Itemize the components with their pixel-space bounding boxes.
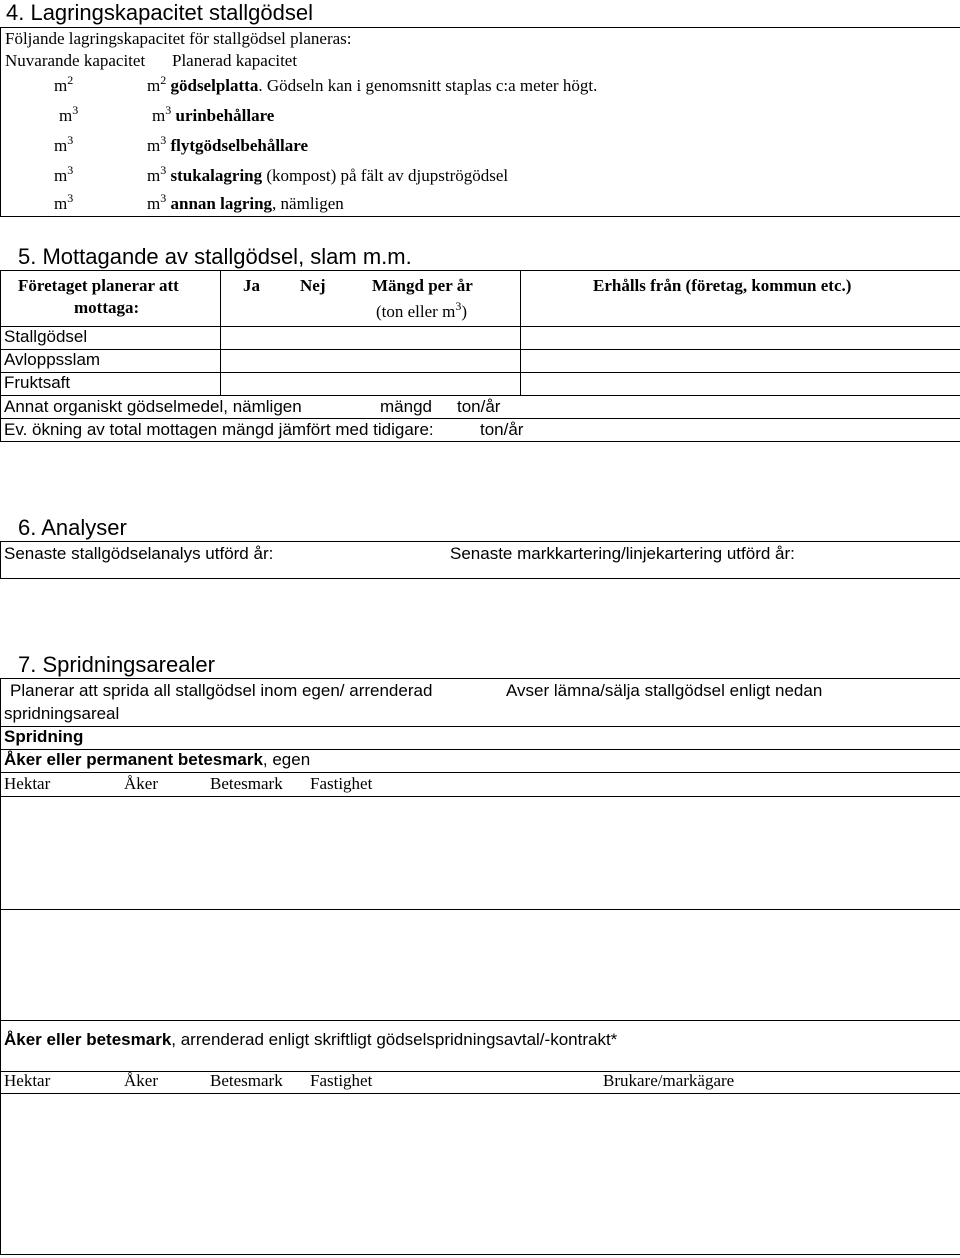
section-5-title: 5. Mottagande av stallgödsel, slam m.m.: [18, 244, 412, 269]
section-4-intro: Följande lagringskapacitet för stallgödsel planeras:: [5, 29, 352, 48]
storage-label: gödselplatta: [170, 76, 259, 95]
receive-row-other: Annat organiskt gödselmedel, nämligen: [4, 397, 302, 416]
storage-label: urinbehållare: [175, 106, 275, 125]
header-company: Företaget planerar att: [18, 276, 179, 295]
own-land-heading: Åker eller permanent betesmark, egen: [4, 750, 311, 769]
col-pasture: Betesmark: [210, 774, 283, 793]
col2-user-owner: Brukare/markägare: [603, 1071, 735, 1090]
col2-property: Fastighet: [310, 1071, 373, 1090]
col2-pasture: Betesmark: [210, 1071, 283, 1090]
receive-row-juice: Fruktsaft: [4, 373, 71, 392]
leased-land-heading: Åker eller betesmark, arrenderad enligt skriftligt gödselspridningsavtal/-kontrakt*: [4, 1030, 618, 1049]
soil-mapping-year: Senaste markkartering/linjekartering utförd år:: [450, 544, 795, 563]
col-planned-capacity: Planerad kapacitet: [172, 51, 298, 70]
col-property: Fastighet: [310, 774, 373, 793]
spreading-heading: Spridning: [4, 727, 84, 746]
col-hectare: Hektar: [4, 774, 51, 793]
storage-label: annan lagring: [170, 194, 273, 213]
receive-row-sludge: Avloppsslam: [4, 350, 101, 369]
header-source: Erhålls från (företag, kommun etc.): [593, 276, 852, 295]
header-no: Nej: [300, 276, 326, 295]
receive-increase: Ev. ökning av total mottagen mängd jämfört med tidigare:: [4, 420, 434, 439]
col2-arable: Åker: [124, 1071, 158, 1090]
col-current-capacity: Nuvarande kapacitet: [5, 51, 146, 70]
storage-label: stukalagring: [170, 166, 263, 185]
section-7-title: 7. Spridningsarealer: [18, 652, 215, 677]
receive-row-manure: Stallgödsel: [4, 327, 88, 346]
header-amount: Mängd per år: [372, 276, 473, 295]
section-4-title: 4. Lagringskapacitet stallgödsel: [6, 0, 313, 25]
header-amount-unit: (ton eller $m^3$): [376, 299, 467, 321]
col2-hectare: Hektar: [4, 1071, 51, 1090]
unit: m: [54, 76, 68, 95]
header-yes: Ja: [243, 276, 260, 295]
storage-label: flytgödselbehållare: [170, 136, 309, 155]
section-6-title: 6. Analyser: [18, 515, 127, 540]
col-arable: Åker: [124, 774, 158, 793]
plan-own-spreading: Planerar att sprida all stallgödsel inom egen/ arrenderad: [10, 681, 433, 700]
plan-sell-manure: Avser lämna/sälja stallgödsel enligt nedan: [506, 681, 823, 700]
manure-analysis-year: Senaste stallgödselanalys utförd år:: [4, 544, 274, 563]
